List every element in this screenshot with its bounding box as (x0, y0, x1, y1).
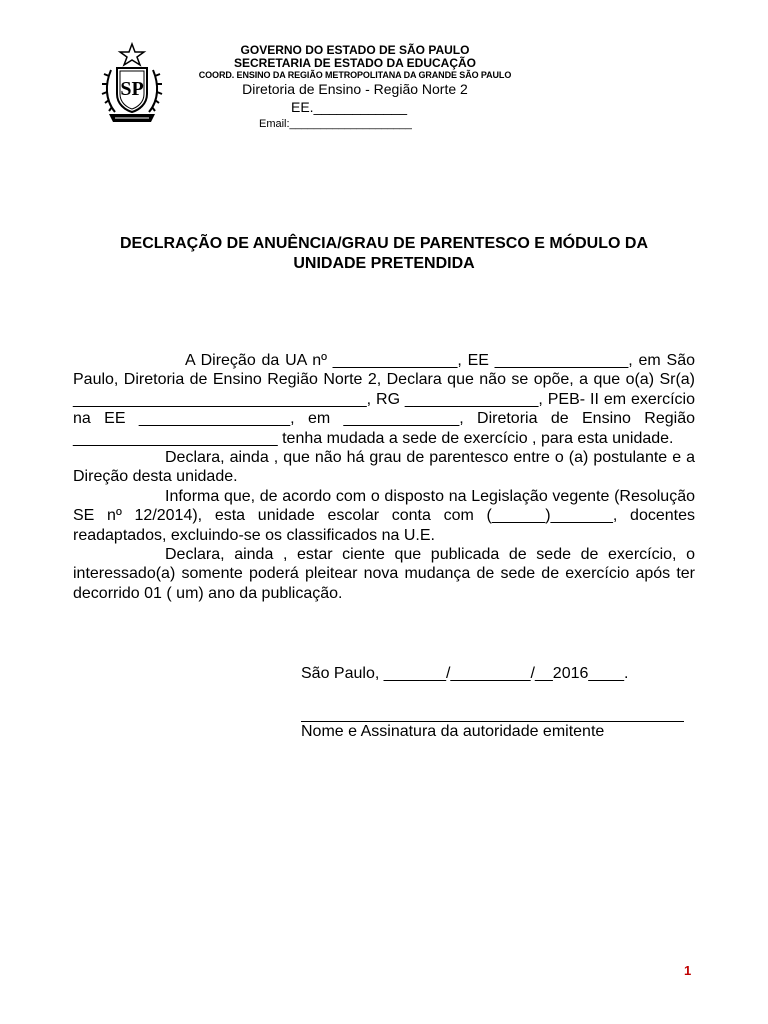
declaration-body (73, 351, 695, 603)
date-line: São Paulo, _______/_________/__2016____. (301, 665, 629, 682)
title-line-1: DECLRAÇÃO DE ANUÊNCIA/GRAU DE PARENTESCO E MÓDULO DA (119, 235, 648, 252)
header-email-field: Email:____________________ (259, 118, 412, 130)
signature-label: Nome e Assinatura da autoridade emitente (301, 723, 605, 740)
document-title (60, 234, 708, 274)
paragraph-kinship: Declara, ainda , que não há grau de parentesco entre o (a) postulante e a Direção desta unidade. (73, 449, 695, 486)
svg-text:SP: SP (120, 78, 144, 100)
header-government: GOVERNO DO ESTADO DE SÃO PAULO (240, 43, 470, 57)
paragraph-awareness: Declara, ainda , estar ciente que publicada de sede de exercício, o interessado(a) somente poderá pleitear nova mudança de sede de exercício após ter decorrido 01 ( um) ano da publicação. (73, 546, 695, 602)
header-coordination: COORD. ENSINO DA REGIÃO METROPOLITANA DA GRANDE SÃO PAULO (198, 70, 512, 80)
header-school-field: EE.____________ (291, 99, 407, 115)
signature-line (301, 721, 684, 722)
paragraph-module: Informa que, de acordo com o disposto na Legislação vegente (Resolução SE nº 12/2014), esta unidade escolar conta com (______)_______, docentes readaptados, excluindo-se os classificados na U.E. (73, 487, 695, 544)
title-line-2: UNIDADE PRETENDIDA (293, 255, 475, 272)
sao-paulo-state-seal-icon (101, 42, 163, 126)
paragraph-direction: A Direção da UA nº ______________, EE _______________, em São Paulo, Diretoria de Ensino Região Norte 2, Declara que não se opõe, a que o(a) Sr(a) _________________________________, RG _______________, PEB- II em exercício na EE _________________, em _____________, Diretoria de Ensino Região _______________________ tenha mudada a sede de exercício , para esta unidade. (73, 352, 695, 447)
page-number: 1 (684, 963, 692, 978)
header-secretariat: SECRETARIA DE ESTADO DA EDUCAÇÃO (233, 56, 476, 70)
header-directorate: Diretoria de Ensino - Região Norte 2 (242, 81, 468, 97)
